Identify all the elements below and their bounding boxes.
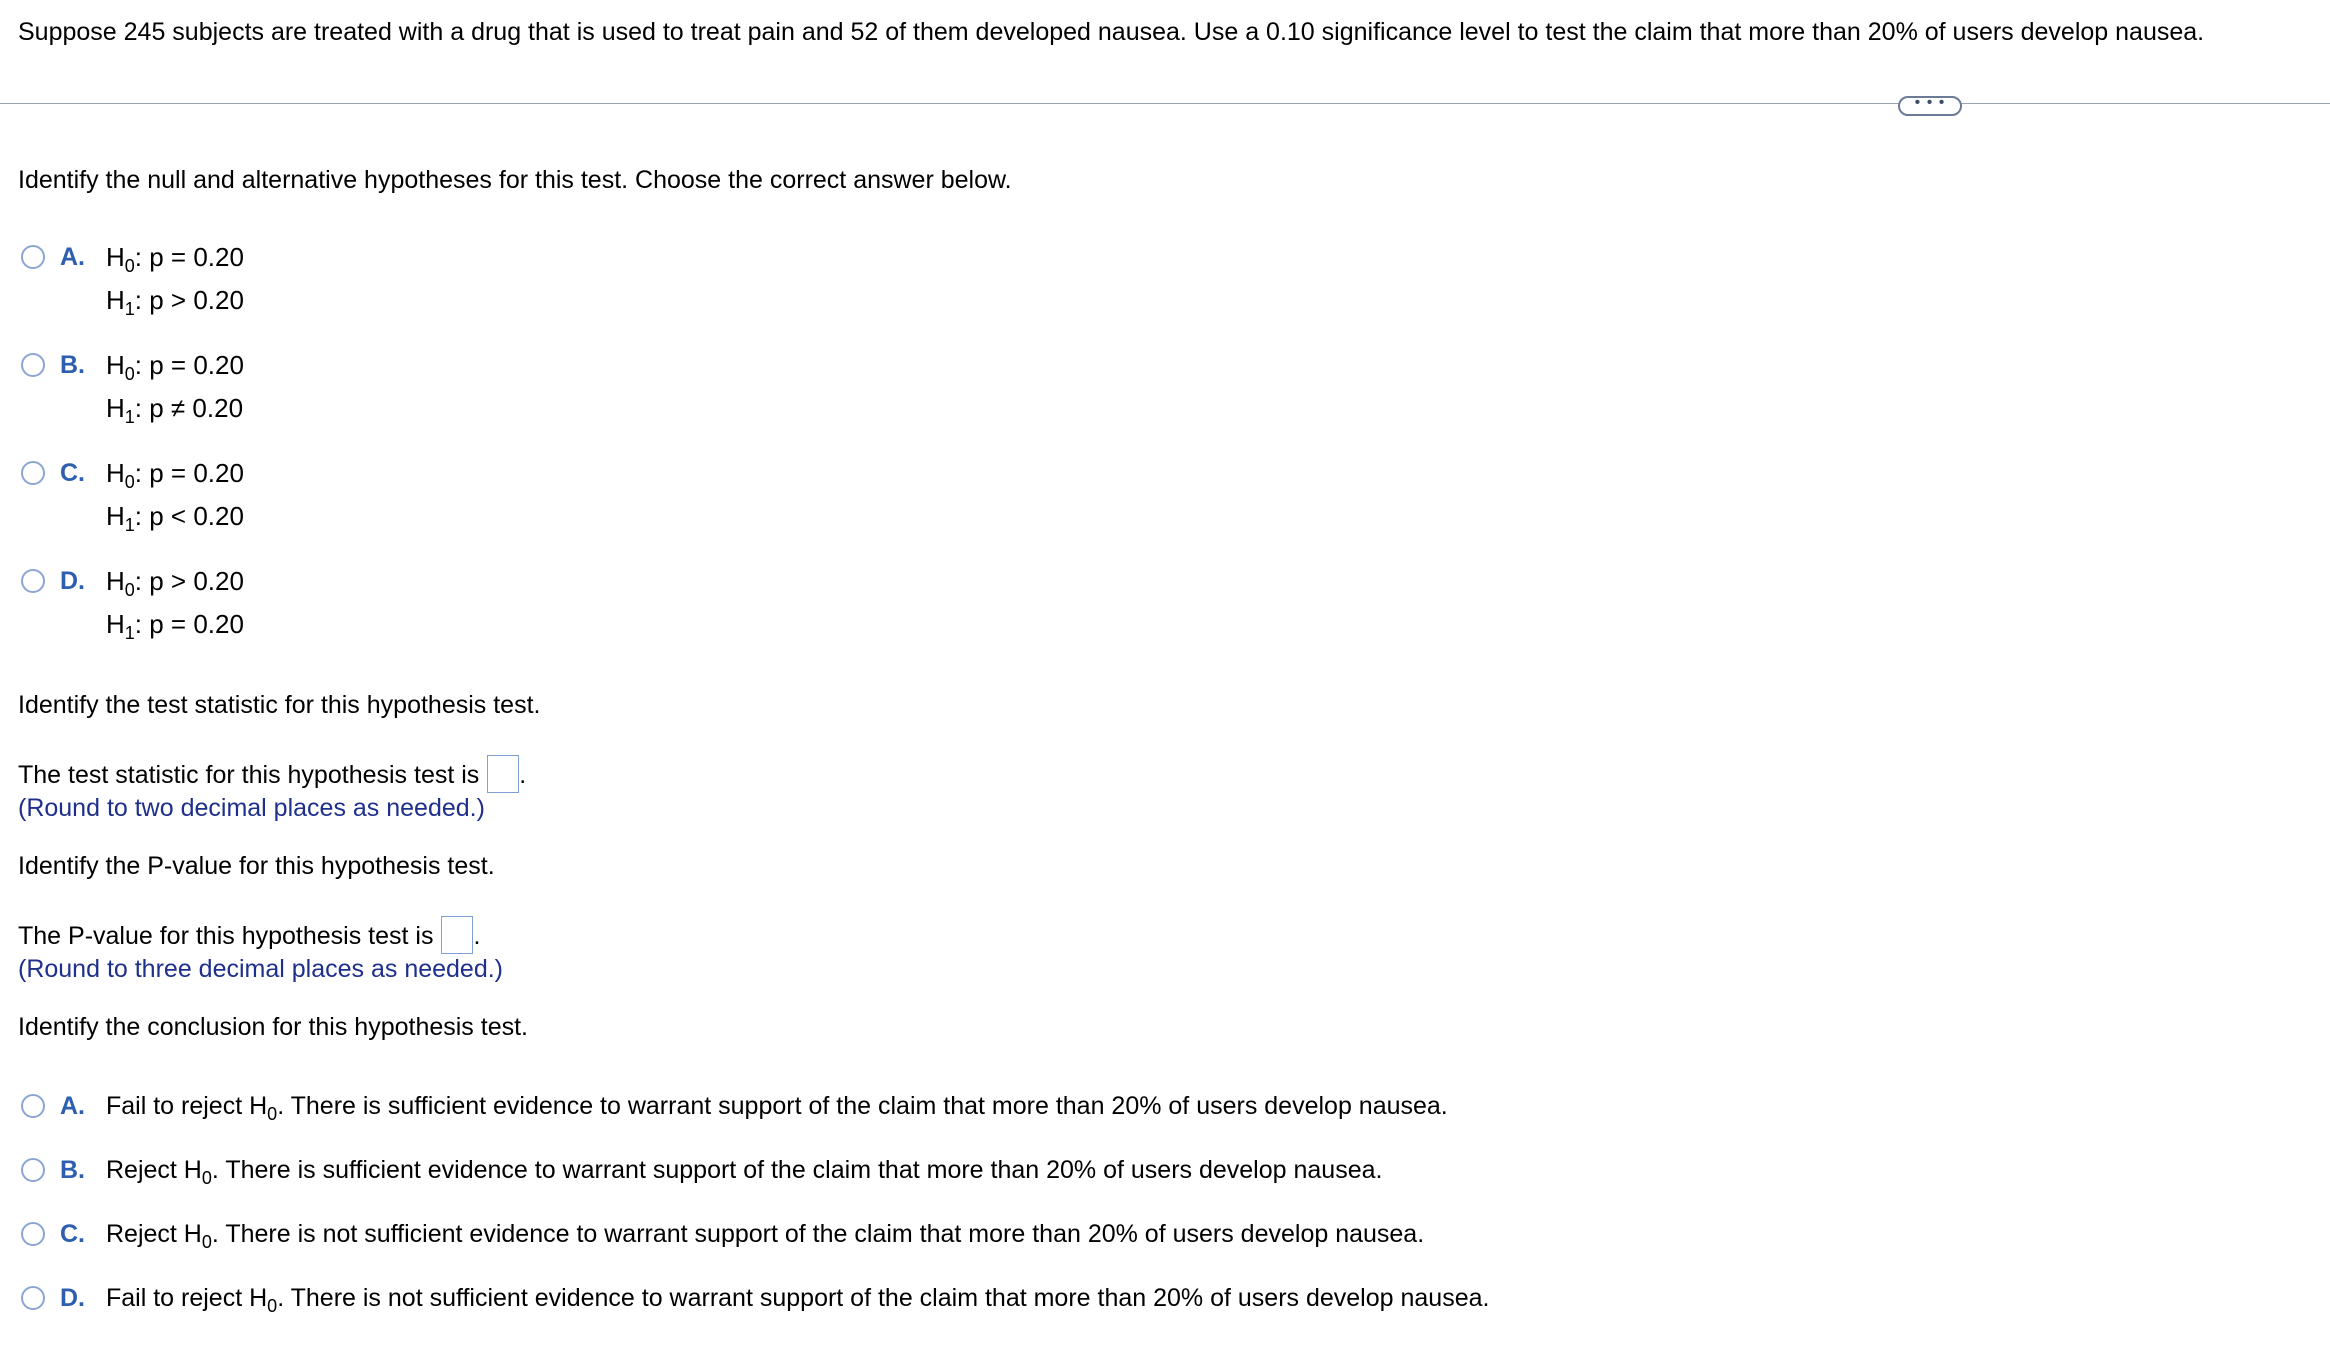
null-hypothesis: $H_0$: p = 0.20 bbox=[106, 350, 244, 384]
option-letter: D. bbox=[60, 567, 85, 595]
more-options-button[interactable] bbox=[1898, 96, 1962, 116]
option-letter: C. bbox=[60, 1220, 85, 1248]
radio-button[interactable] bbox=[21, 1222, 45, 1246]
null-hypothesis: $H_0$: p = 0.20 bbox=[106, 458, 244, 492]
option-letter: B. bbox=[60, 351, 85, 379]
alternative-hypothesis: $H_1$: p < 0.20 bbox=[106, 501, 244, 535]
test-statistic-line: The test statistic for this hypothesis test is . bbox=[18, 755, 526, 793]
option-letter: A. bbox=[60, 243, 85, 271]
option-letter: B. bbox=[60, 1156, 85, 1184]
p-value-prompt: Identify the P-value for this hypothesis test. bbox=[18, 852, 495, 880]
problem-statement: Suppose 245 subjects are treated with a drug that is used to treat pain and 52 of them developed nausea. Use a 0.10 significance level to test the claim that more than 20% of users develop nausea. bbox=[18, 18, 2205, 46]
radio-button[interactable] bbox=[21, 1286, 45, 1310]
radio-button[interactable] bbox=[21, 1158, 45, 1182]
alternative-hypothesis: $H_1$: p = 0.20 bbox=[106, 609, 244, 643]
test-statistic-prompt: Identify the test statistic for this hypothesis test. bbox=[18, 691, 541, 719]
option-text: Reject $H_0$. There is sufficient evidence to warrant support of the claim that more than 20% of users develop nausea. bbox=[106, 1156, 1383, 1188]
radio-button[interactable] bbox=[21, 353, 45, 377]
section-divider bbox=[0, 103, 2330, 104]
radio-button[interactable] bbox=[21, 461, 45, 485]
ellipsis-icon: • • • bbox=[1914, 94, 1946, 111]
option-letter: A. bbox=[60, 1092, 85, 1120]
option-letter: C. bbox=[60, 459, 85, 487]
p-value-line: The P-value for this hypothesis test is . bbox=[18, 916, 480, 954]
option-text: Fail to reject $H_0$. There is not sufficient evidence to warrant support of the claim that more than 20% of users develop nausea. bbox=[106, 1284, 1490, 1316]
alternative-hypothesis: $H_1$: p ≠ 0.20 bbox=[106, 393, 244, 427]
rounding-hint: (Round to two decimal places as needed.) bbox=[18, 794, 485, 822]
radio-button[interactable] bbox=[21, 245, 45, 269]
option-text: Reject $H_0$. There is not sufficient evidence to warrant support of the claim that more than 20% of users develop nausea. bbox=[106, 1220, 1425, 1252]
null-hypothesis: $H_0$: p = 0.20 bbox=[106, 242, 244, 276]
null-hypothesis: $H_0$: p > 0.20 bbox=[106, 566, 244, 600]
option-letter: D. bbox=[60, 1284, 85, 1312]
p-value-input[interactable] bbox=[441, 916, 473, 954]
rounding-hint: (Round to three decimal places as needed.) bbox=[18, 955, 504, 983]
radio-button[interactable] bbox=[21, 1094, 45, 1118]
alternative-hypothesis: $H_1$: p > 0.20 bbox=[106, 285, 244, 319]
option-text: Fail to reject $H_0$. There is sufficient evidence to warrant support of the claim that more than 20% of users develop nausea. bbox=[106, 1092, 1448, 1124]
test-statistic-input[interactable] bbox=[487, 755, 519, 793]
hypotheses-prompt: Identify the null and alternative hypotheses for this test. Choose the correct answer below. bbox=[18, 166, 1012, 194]
radio-button[interactable] bbox=[21, 569, 45, 593]
conclusion-prompt: Identify the conclusion for this hypothesis test. bbox=[18, 1013, 528, 1041]
